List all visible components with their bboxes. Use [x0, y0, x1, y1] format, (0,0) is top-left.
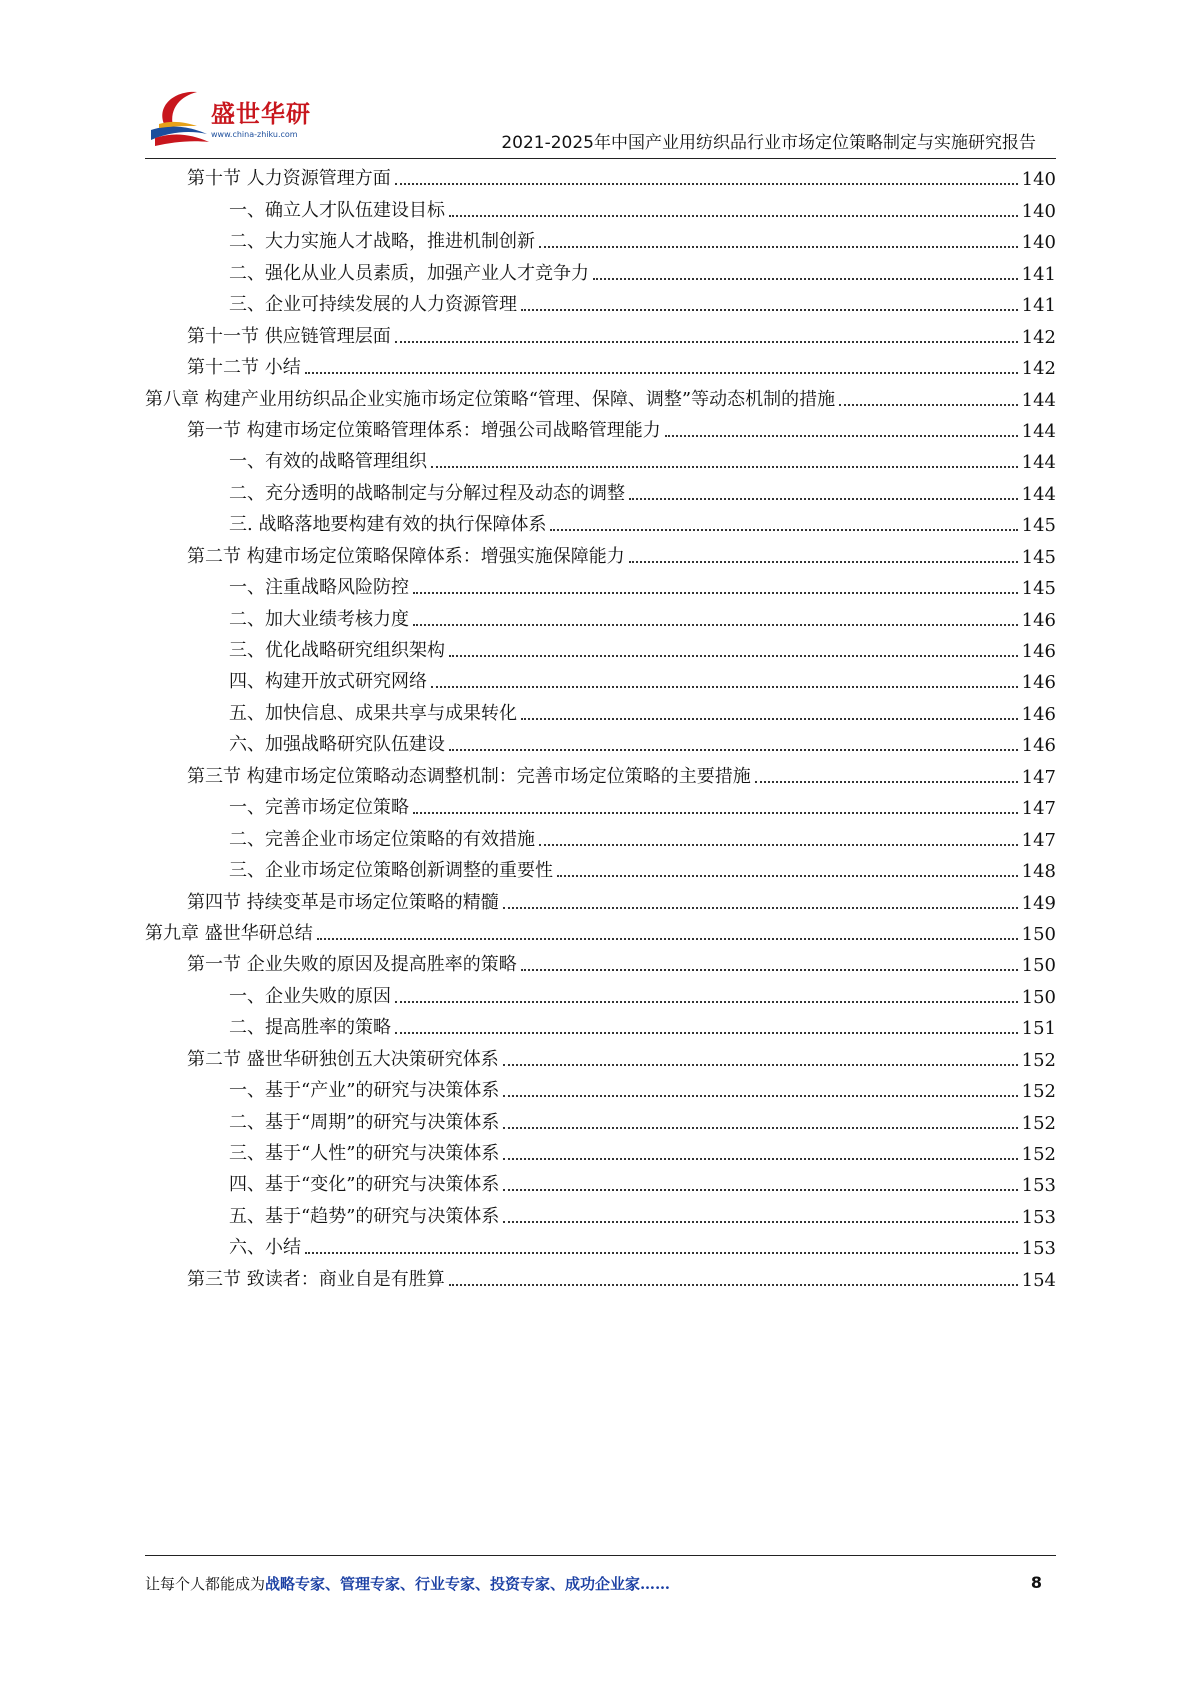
toc-dot-leader: [395, 341, 1018, 343]
toc-entry-page: 140: [1021, 200, 1056, 222]
toc-entry-title: 五、基于“趋势”的研究与决策体系: [229, 1205, 500, 1227]
toc-dot-leader: [431, 686, 1018, 688]
toc-dot-leader: [503, 1127, 1017, 1129]
toc-entry-page: 141: [1021, 295, 1056, 317]
toc-entry-title: 一、注重战略风险防控: [229, 577, 409, 599]
toc-entry-page: 142: [1021, 358, 1056, 380]
toc-entry-page: 150: [1021, 955, 1056, 977]
toc-entry-page: 150: [1021, 986, 1056, 1008]
toc-dot-leader: [503, 907, 1018, 909]
toc-entry-title: 三、企业市场定位策略创新调整的重要性: [229, 860, 553, 882]
toc-entry[interactable]: [145, 1199, 1056, 1230]
toc-dot-leader: [539, 246, 1018, 248]
toc-entry[interactable]: [145, 382, 1056, 413]
toc-dot-leader: [413, 812, 1018, 814]
toc-entry[interactable]: [145, 791, 1056, 822]
toc-entry-page: 146: [1021, 672, 1056, 694]
company-logo: [145, 82, 345, 152]
toc-entry-title: 第四节 持续变革是市场定位策略的精髓: [187, 891, 499, 913]
toc-dot-leader: [629, 498, 1018, 500]
header-divider: [145, 158, 1056, 159]
toc-entry-title: 三. 战略落地要构建有效的执行保障体系: [229, 514, 547, 536]
toc-entry[interactable]: [145, 1105, 1056, 1136]
toc-entry-title: 第一节 企业失败的原因及提高胜率的策略: [187, 954, 517, 976]
toc-dot-leader: [550, 529, 1017, 531]
toc-entry-title: 二、充分透明的战略制定与分解过程及动态的调整: [229, 482, 625, 504]
toc-entry-page: 144: [1021, 483, 1056, 505]
toc-entry-page: 151: [1021, 1018, 1056, 1040]
toc-dot-leader: [317, 938, 1018, 940]
toc-entry[interactable]: [145, 854, 1056, 885]
toc-entry-page: 152: [1021, 1049, 1056, 1071]
toc-entry-page: 140: [1021, 232, 1056, 254]
toc-entry[interactable]: [145, 602, 1056, 633]
toc-entry-title: 三、基于“人性”的研究与决策体系: [229, 1143, 500, 1164]
toc-dot-leader: [503, 1158, 1017, 1160]
toc-entry-title: 第九章 盛世华研总结: [145, 922, 313, 944]
toc-entry[interactable]: [145, 1231, 1056, 1262]
footer-slogan-highlight: 战略专家、管理专家、行业专家、投资专家、成功企业家……: [265, 1575, 671, 1593]
toc-entry[interactable]: [145, 162, 1056, 193]
toc-dot-leader: [449, 215, 1018, 217]
toc-entry-page: 149: [1021, 892, 1056, 914]
toc-entry-title: 三、企业可持续发展的人力资源管理: [229, 294, 517, 316]
toc-entry[interactable]: [145, 539, 1056, 570]
toc-entry-title: 第二节 盛世华研独创五大决策研究体系: [187, 1048, 499, 1070]
toc-dot-leader: [305, 1252, 1018, 1254]
toc-entry-title: 二、加大业绩考核力度: [229, 608, 409, 630]
toc-entry-title: 第十一节 供应链管理层面: [187, 325, 391, 347]
toc-entry-page: 146: [1021, 703, 1056, 725]
toc-dot-leader: [521, 309, 1018, 311]
toc-dot-leader: [413, 624, 1018, 626]
toc-entry-title: 一、确立人才队伍建设目标: [229, 199, 445, 221]
toc-entry-page: 144: [1021, 389, 1056, 411]
footer-slogan-prefix: 让每个人都能成为: [145, 1575, 266, 1593]
toc-entry-page: 145: [1021, 515, 1056, 537]
toc-entry-title: 六、小结: [229, 1237, 301, 1259]
toc-dot-leader: [449, 749, 1018, 751]
toc-entry[interactable]: [145, 193, 1056, 224]
toc-dot-leader: [755, 781, 1018, 783]
toc-dot-leader: [629, 561, 1018, 563]
toc-entry[interactable]: [145, 822, 1056, 853]
toc-entry[interactable]: [145, 1262, 1056, 1293]
toc-dot-leader: [839, 404, 1018, 406]
toc-entry[interactable]: [145, 508, 1056, 539]
toc-entry-page: 146: [1021, 735, 1056, 757]
toc-entry-page: 146: [1021, 641, 1056, 662]
toc-entry-title: 一、完善市场定位策略: [229, 797, 409, 819]
toc-entry-page: 150: [1021, 923, 1056, 945]
report-title: 2021-2025年中国产业用纺织品行业市场定位策略制定与实施研究报告: [501, 133, 1036, 153]
footer-divider: [145, 1555, 1056, 1556]
toc-entry-page: 145: [1021, 578, 1056, 600]
toc-entry-page: 154: [1021, 1269, 1056, 1291]
toc-entry-page: 144: [1021, 452, 1056, 474]
toc-entry[interactable]: [145, 948, 1056, 979]
toc-entry-title: 第十二节 小结: [187, 357, 301, 379]
toc-entry[interactable]: [145, 414, 1056, 445]
toc-entry[interactable]: [145, 1168, 1056, 1199]
toc-dot-leader: [539, 844, 1018, 846]
toc-entry-title: 四、构建开放式研究网络: [229, 671, 427, 693]
toc-dot-leader: [449, 655, 1018, 657]
toc-entry-page: 147: [1021, 829, 1056, 851]
toc-entry-page: 147: [1021, 798, 1056, 820]
toc-entry-title: 一、基于“产业”的研究与决策体系: [229, 1080, 500, 1102]
toc-dot-leader: [431, 466, 1018, 468]
toc-entry[interactable]: [145, 351, 1056, 382]
toc-dot-leader: [521, 718, 1018, 720]
toc-dot-leader: [665, 435, 1018, 437]
toc-entry-title: 第三节 致读者：商业自是有胜算: [187, 1268, 445, 1290]
toc-entry-title: 四、基于“变化”的研究与决策体系: [229, 1174, 500, 1196]
toc-entry-page: 142: [1021, 326, 1056, 348]
logo-name: 盛世华研: [211, 100, 311, 128]
toc-entry-title: 二、完善企业市场定位策略的有效措施: [229, 828, 535, 850]
toc-entry-title: 三、优化战略研究组织架构: [229, 640, 445, 661]
toc-dot-leader: [503, 1064, 1018, 1066]
toc-dot-leader: [503, 1095, 1017, 1097]
page-header: [145, 82, 1056, 158]
toc-entry[interactable]: [145, 445, 1056, 476]
toc-entry[interactable]: [145, 696, 1056, 727]
logo-url: www.china-zhiku.com: [211, 130, 298, 139]
toc-dot-leader: [413, 592, 1018, 594]
toc-dot-leader: [395, 1001, 1018, 1003]
toc-entry-title: 六、加强战略研究队伍建设: [229, 734, 445, 756]
toc-entry-page: 152: [1021, 1112, 1056, 1134]
toc-dot-leader: [395, 1032, 1018, 1034]
toc-entry[interactable]: [145, 1042, 1056, 1073]
toc-entry[interactable]: [145, 1137, 1056, 1168]
toc-entry[interactable]: [145, 288, 1056, 319]
toc-entry-title: 第八章 构建产业用纺织品企业实施市场定位策略“管理、保障、调整”等动态机制的措施: [145, 388, 836, 410]
toc-entry[interactable]: [145, 1074, 1056, 1105]
toc-entry-page: 152: [1021, 1144, 1056, 1165]
toc-dot-leader: [503, 1189, 1017, 1191]
toc-entry[interactable]: [145, 917, 1056, 948]
toc-dot-leader: [305, 372, 1018, 374]
page-footer: [145, 1573, 1056, 1601]
toc-entry-title: 第一节 构建市场定位策略管理体系：增强公司战略管理能力: [187, 419, 661, 441]
toc-dot-leader: [593, 278, 1018, 280]
toc-entry-title: 二、提高胜率的策略: [229, 1017, 391, 1039]
toc-entry-page: 146: [1021, 609, 1056, 631]
toc-entry[interactable]: [145, 225, 1056, 256]
toc-entry-title: 第十节 人力资源管理方面: [187, 168, 391, 190]
toc-dot-leader: [395, 183, 1018, 185]
toc-dot-leader: [521, 969, 1018, 971]
toc-entry[interactable]: [145, 665, 1056, 696]
toc-entry[interactable]: [145, 571, 1056, 602]
toc-entry-title: 二、基于“周期”的研究与决策体系: [229, 1111, 500, 1133]
toc-entry[interactable]: [145, 728, 1056, 759]
toc-entry[interactable]: [145, 476, 1056, 507]
toc-entry-title: 第二节 构建市场定位策略保障体系：增强实施保障能力: [187, 545, 625, 567]
toc-dot-leader: [503, 1221, 1017, 1223]
toc-entry[interactable]: [145, 759, 1056, 790]
toc-entry-page: 153: [1021, 1175, 1056, 1197]
toc-entry-page: 145: [1021, 546, 1056, 568]
toc-entry-title: 一、有效的战略管理组织: [229, 451, 427, 473]
page-number: 8: [1030, 1573, 1042, 1592]
toc-entry-page: 152: [1021, 1081, 1056, 1103]
toc-entry-page: 153: [1021, 1238, 1056, 1260]
logo-swoosh-icon: [145, 86, 213, 148]
toc-entry-page: 144: [1021, 420, 1056, 442]
toc-entry-title: 二、大力实施人才战略，推进机制创新: [229, 231, 535, 253]
toc-entry-page: 153: [1021, 1206, 1056, 1228]
toc-entry-title: 第三节 构建市场定位策略动态调整机制：完善市场定位策略的主要措施: [187, 765, 751, 787]
toc-dot-leader: [449, 1284, 1018, 1286]
toc-entry[interactable]: [145, 256, 1056, 287]
toc-entry[interactable]: [145, 634, 1056, 665]
toc-entry-title: 一、企业失败的原因: [229, 985, 391, 1007]
toc-entry-title: 五、加快信息、成果共享与成果转化: [229, 702, 517, 724]
toc-dot-leader: [557, 875, 1018, 877]
toc-entry-page: 148: [1021, 861, 1056, 883]
toc-entry-title: 二、强化从业人员素质，加强产业人才竞争力: [229, 262, 589, 284]
toc-entry-page: 140: [1021, 169, 1056, 191]
toc-entry[interactable]: [145, 319, 1056, 350]
toc-entry[interactable]: [145, 885, 1056, 916]
toc-entry[interactable]: [145, 979, 1056, 1010]
toc-entry-page: 141: [1021, 263, 1056, 285]
toc-entry[interactable]: [145, 1011, 1056, 1042]
toc-entry-page: 147: [1021, 766, 1056, 788]
table-of-contents: [145, 162, 1056, 1294]
